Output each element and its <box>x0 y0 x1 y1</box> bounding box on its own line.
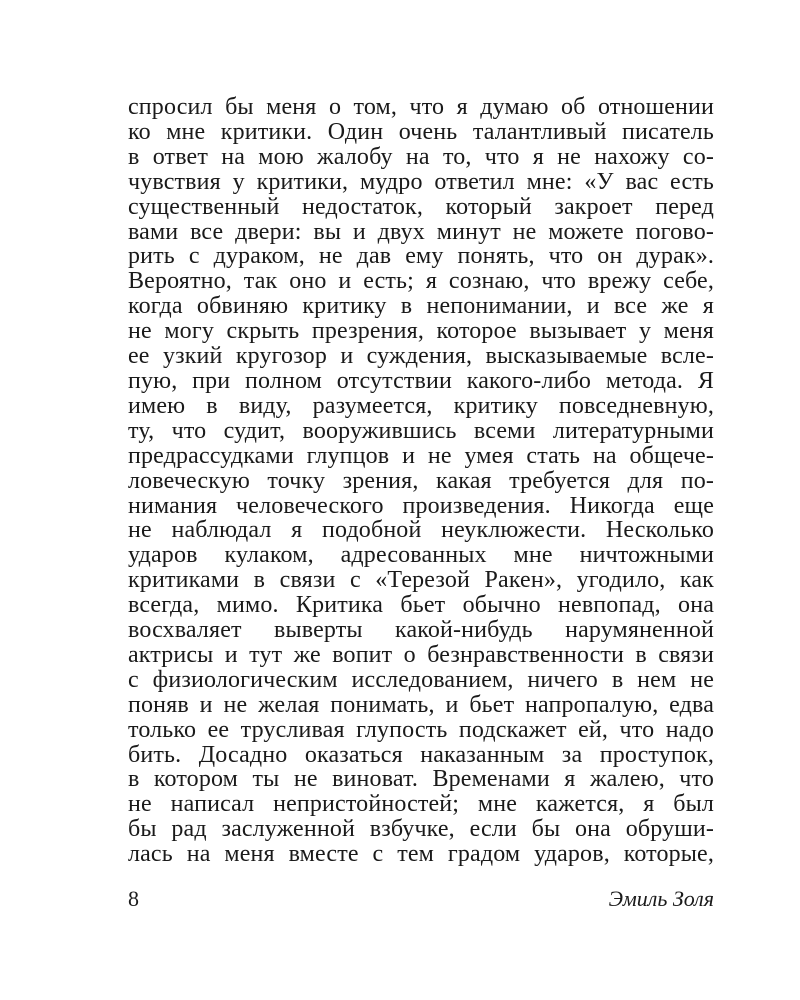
text-line: не наблюдал я подобной неуклюжести. Несколько <box>128 517 714 544</box>
text-line: актрисы и тут же вопит о безнравственности в связи <box>128 641 714 668</box>
text-line: нимания человеческого произведения. Никогда еще <box>128 492 714 519</box>
text-line: ударов кулаком, адресованных мне ничтожными <box>128 542 714 569</box>
text-line: в котором ты не виноват. Временами я жалею, что <box>128 766 714 793</box>
text-line: с физиологическим исследованием, ничего в нем не <box>128 666 714 693</box>
text-line: лась на меня вместе с тем градом ударов, которые, <box>128 841 714 868</box>
text-line: существенный недостаток, который закроет перед <box>128 193 714 220</box>
text-line: не могу скрыть презрения, которое вызывает у меня <box>128 318 714 345</box>
text-line: рить с дураком, не дав ему понять, что он дурак». <box>128 243 714 270</box>
page-number: 8 <box>128 886 139 911</box>
text-line: всегда, мимо. Критика бьет обычно невпопад, она <box>128 592 714 619</box>
text-line: ко мне критики. Один очень талантливый писатель <box>128 118 714 145</box>
text-line: чувствия у критики, мудро ответил мне: «У вас есть <box>128 168 714 195</box>
text-line: имею в виду, разумеется, критику повседневную, <box>128 392 714 419</box>
text-line: пую, при полном отсутствии какого-либо метода. Я <box>128 367 714 394</box>
text-line: Вероятно, так оно и есть; я сознаю, что врежу себе, <box>128 268 714 295</box>
text-line: спросил бы меня о том, что я думаю об отношении <box>128 94 714 120</box>
text-line: вами все двери: вы и двух минут не можете поговo- <box>128 218 714 245</box>
text-line: ту, что судит, вооружившись всеми литературными <box>128 417 714 444</box>
text-line: предрассудками глупцов и не умея стать на общече- <box>128 442 714 469</box>
running-footer-author: Эмиль Золя <box>608 886 714 911</box>
text-line: бы рад заслуженной взбучке, если бы она обруши- <box>128 816 714 843</box>
text-line: восхваляет выверты какой-нибудь нарумяненной <box>128 617 714 644</box>
text-line: только ее трусливая глупость подскажет ей, что надо <box>128 716 714 743</box>
text-line: когда обвиняю критику в непонимании, и все же я <box>128 293 714 320</box>
text-line: в ответ на мою жалобу на то, что я не нахожу со- <box>128 143 714 170</box>
text-line: ловеческую точку зрения, какая требуется для по- <box>128 467 714 494</box>
text-line: критиками в связи с «Терезой Ракен», угодило, как <box>128 567 714 594</box>
text-line: бить. Досадно оказаться наказанным за проступок, <box>128 741 714 768</box>
text-line: ее узкий кругозор и суждения, высказываемые всле- <box>128 343 714 370</box>
body-text <box>128 95 714 867</box>
text-line: поняв и не желая понимать, и бьет напропалую, едва <box>128 691 714 718</box>
text-line: не написал непристойностей; мне кажется, я был <box>128 791 714 818</box>
